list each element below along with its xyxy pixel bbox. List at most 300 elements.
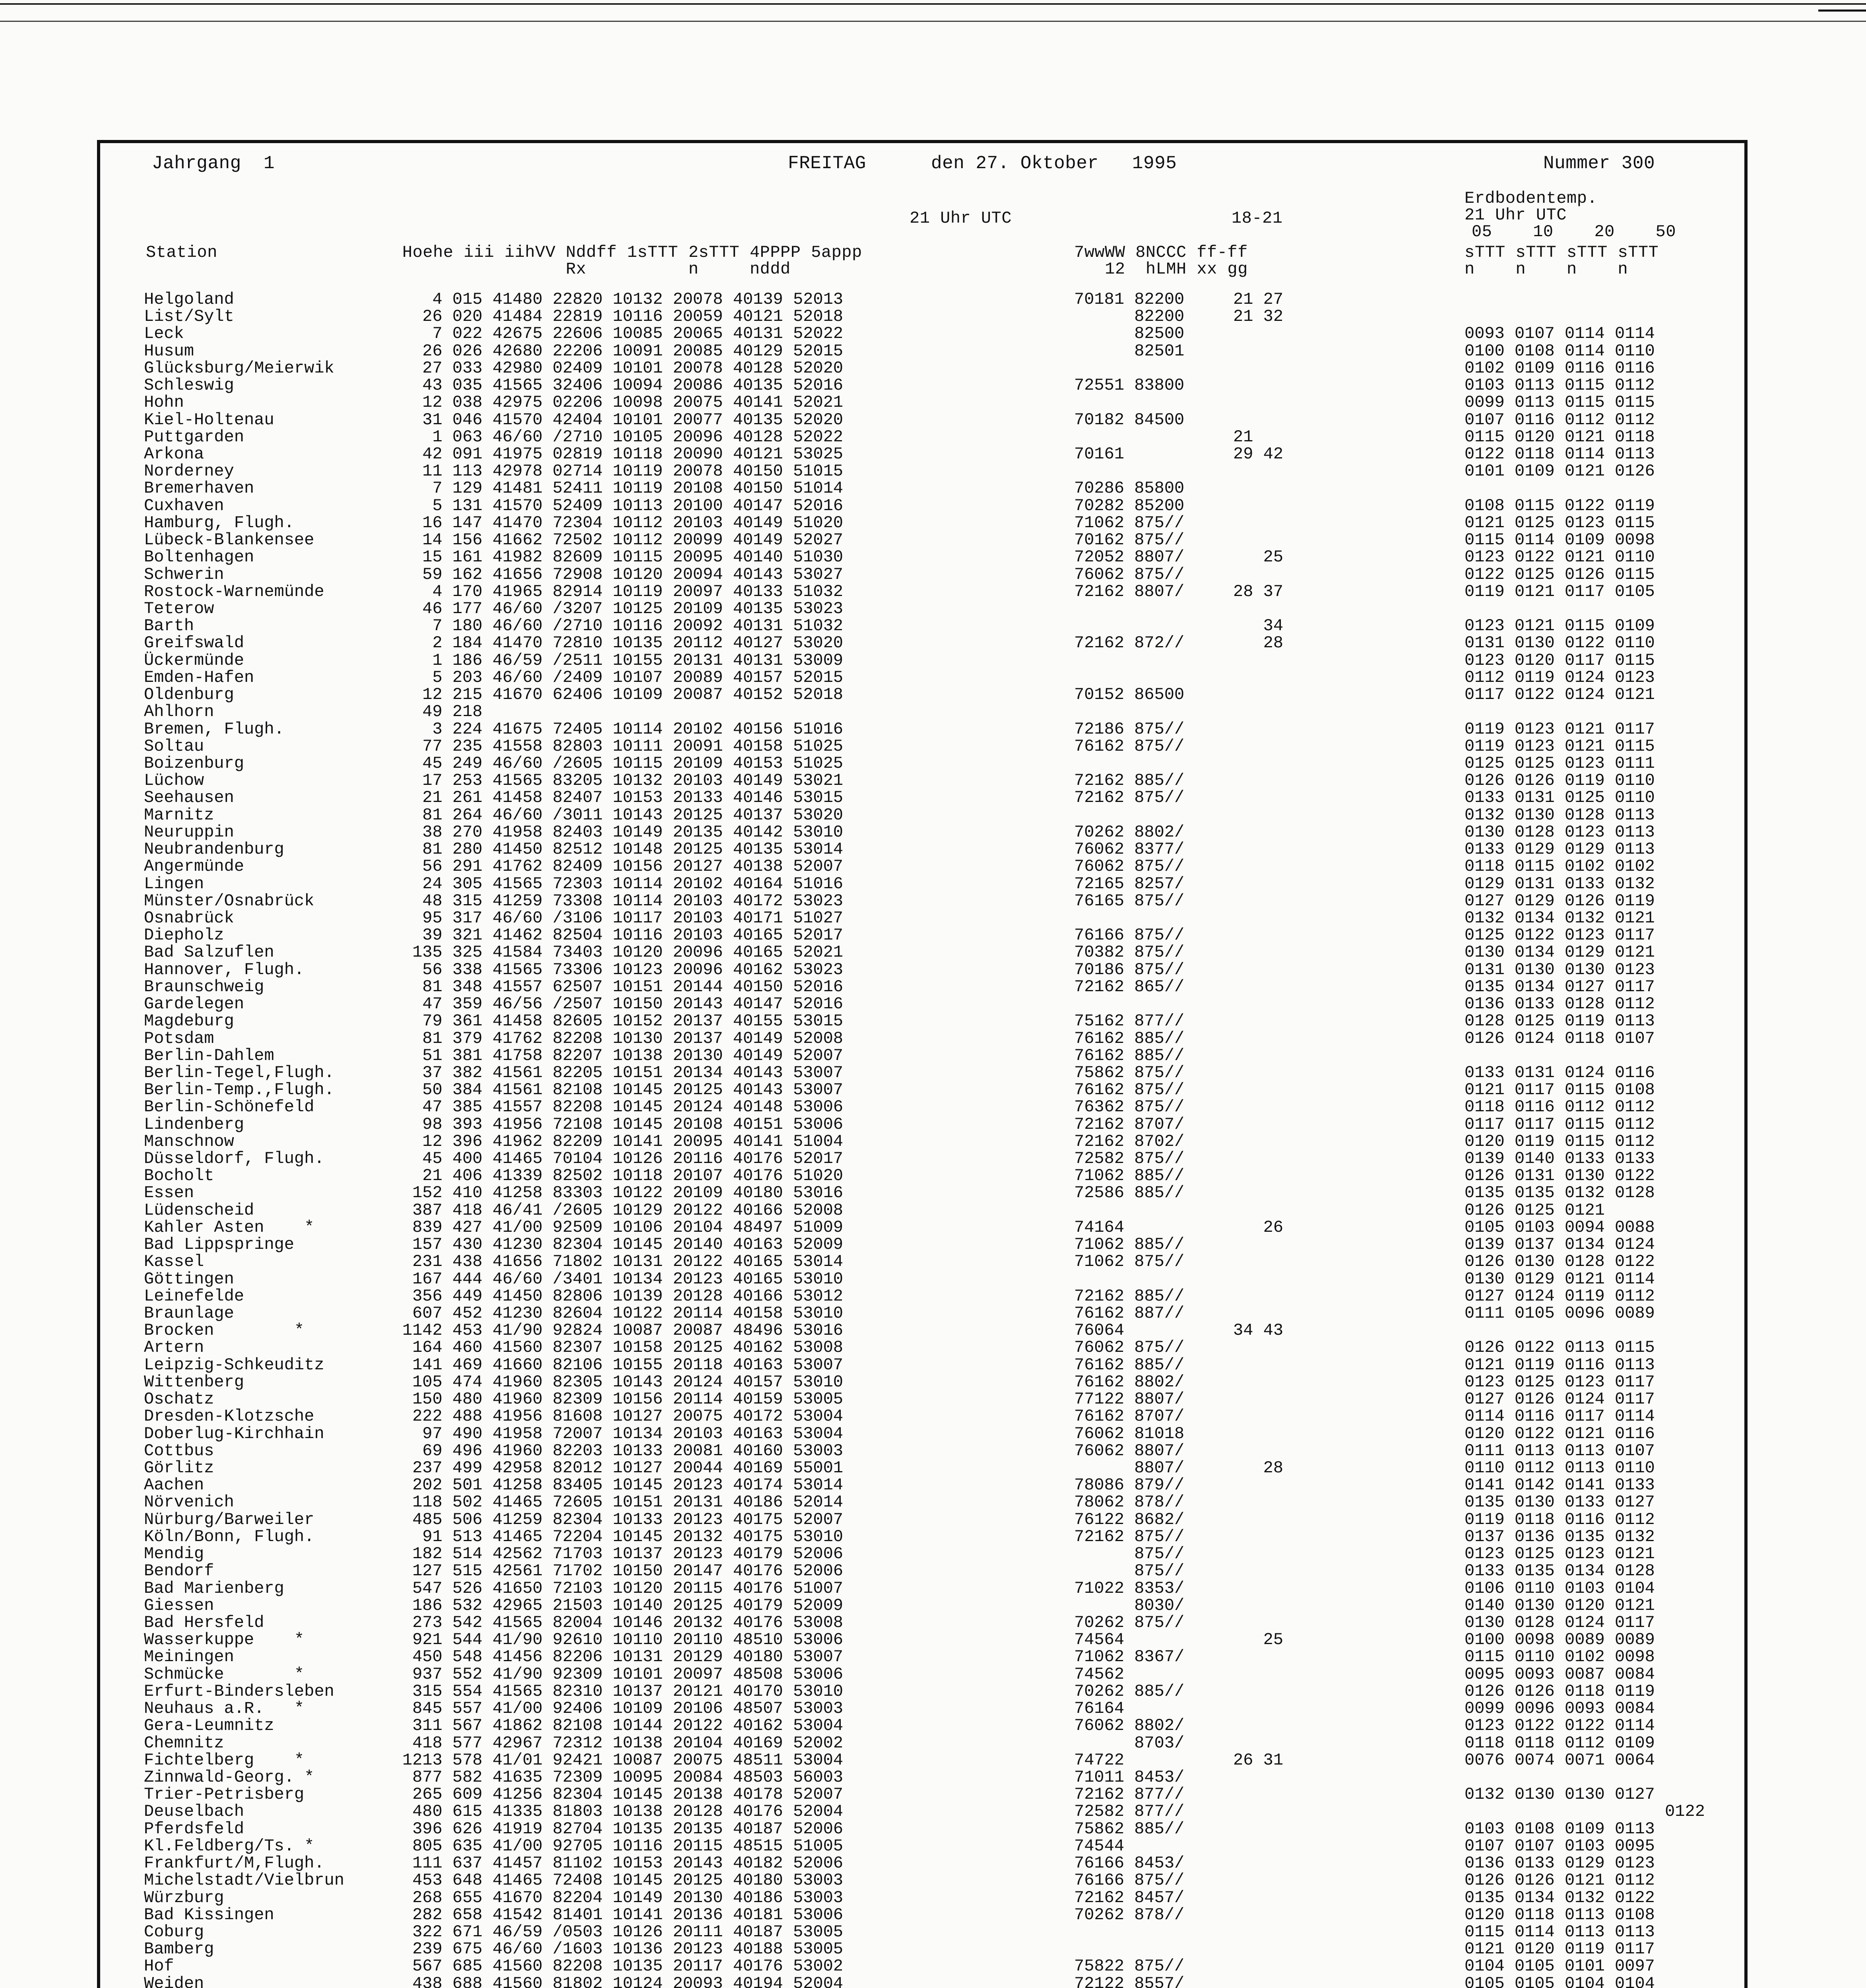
soil-temperatures: 0136 0133 0129 0123 [1464,1854,1655,1873]
weather-groups: 70282 85200 [1074,496,1185,515]
station-row [100,1803,1744,1820]
weather-groups: 76162 8802/ [1074,1372,1185,1392]
station-name: Lindenberg [144,1114,244,1134]
weather-groups: 70162 875// [1074,530,1185,550]
station-row [100,772,1744,789]
station-codes: 1213 578 41/01 92421 10087 20075 48511 53004 [402,1750,843,1770]
weather-groups: 72582 877// [1074,1802,1185,1821]
station-name: Berlin-Temp.,Flugh. [144,1080,334,1100]
station-codes: 453 648 41465 72408 10145 20125 40180 53003 [402,1871,843,1890]
station-name: Marnitz [144,805,214,825]
soil-temperatures: 0115 0114 0113 0113 [1464,1922,1655,1941]
station-name: Cottbus [144,1441,214,1460]
station-row [100,876,1744,893]
station-codes: 91 513 41465 72204 10145 20132 40175 53010 [402,1527,843,1546]
station-name: Boltenhagen [144,547,254,567]
station-codes: 141 469 41660 82106 10155 20118 40163 53007 [402,1355,843,1375]
station-codes: 48 315 41259 73308 10114 20103 40172 53023 [402,891,843,911]
station-row [100,1099,1744,1116]
station-codes: 81 264 46/60 /3011 10143 20125 40137 53020 [402,805,843,825]
station-row [100,1821,1744,1838]
station-name: List/Sylt [144,307,234,326]
soil-temperatures: 0108 0115 0122 0119 [1464,496,1655,515]
station-row [100,703,1744,720]
station-codes: 877 582 41635 72309 10095 20084 48503 56003 [402,1767,843,1787]
station-name: Lübeck-Blankensee [144,530,314,550]
wind-gusts: 25 [1233,1630,1284,1650]
station-codes: 14 156 41662 72502 10112 20099 40149 52027 [402,530,843,550]
station-codes: 15 161 41982 82609 10115 20095 40140 51030 [402,547,843,567]
station-name: Husum [144,341,194,361]
station-row [100,308,1744,325]
weather-groups: 71062 8367/ [1074,1647,1185,1667]
station-codes: 127 515 42561 71702 10150 20147 40176 52006 [402,1561,843,1581]
station-codes: 56 338 41565 73306 10123 20096 40162 53023 [402,960,843,979]
station-codes: 322 671 46/59 /0503 10126 20111 40187 53005 [402,1922,843,1941]
station-name: Greifswald [144,633,244,653]
soil-temperatures: 0122 0118 0114 0113 [1464,445,1655,464]
soil-temperatures: 0132 0130 0128 0113 [1464,805,1655,825]
weather-groups: 74164 [1074,1217,1125,1237]
station-row [100,343,1744,360]
weather-groups: 71022 8353/ [1074,1578,1185,1598]
weather-groups: 72162 8457/ [1074,1888,1185,1907]
station-codes: 7 180 46/60 /2710 10116 20092 40131 51032 [402,616,843,636]
station-codes: 1 063 46/60 /2710 10105 20096 40128 52022 [402,427,843,447]
station-codes: 47 359 46/56 /2507 10150 20143 40147 52016 [402,994,843,1013]
station-row [100,291,1744,308]
station-row [100,1597,1744,1614]
weather-groups: 8703/ [1074,1733,1185,1753]
weather-groups: 76166 8453/ [1074,1854,1185,1873]
station-name: Wittenberg [144,1372,244,1392]
soil-temperatures: 0141 0142 0141 0133 [1464,1475,1655,1495]
weather-groups: 70182 84500 [1074,410,1185,429]
weather-groups: 875// [1074,1561,1185,1581]
station-row [100,858,1744,875]
weather-groups: 72582 875// [1074,1149,1185,1168]
station-name: Angermünde [144,857,244,876]
station-row [100,1064,1744,1081]
soil-temperatures: 0101 0109 0121 0126 [1464,462,1655,481]
weather-groups: 75822 875// [1074,1957,1185,1976]
station-codes: 167 444 46/60 /3401 10134 20123 40165 53010 [402,1269,843,1289]
station-name: Doberlug-Kirchhain [144,1424,324,1443]
station-name: Leck [144,324,184,344]
weather-groups: 72162 877// [1074,1785,1185,1804]
soil-temperatures: 0106 0110 0103 0104 [1464,1578,1655,1598]
station-row [100,1271,1744,1288]
jahrgang-label: Jahrgang 1 [152,153,275,174]
weather-groups: 76062 8377/ [1074,840,1185,859]
weather-groups: 75862 875// [1074,1063,1185,1082]
weather-groups: 76164 [1074,1699,1125,1718]
soil-temperatures: 0123 0125 0123 0121 [1464,1544,1655,1564]
station-codes: 237 499 42958 82012 10127 20044 40169 55001 [402,1458,843,1477]
station-codes: 396 626 41919 82704 10135 20135 40187 52006 [402,1819,843,1839]
soil-temperatures: 0114 0116 0117 0114 [1464,1407,1655,1426]
soil-temperatures: 0122 [1464,1802,1705,1821]
weather-groups: 72122 8557/ [1074,1974,1185,1988]
soil-temperatures: 0117 0117 0115 0112 [1464,1114,1655,1134]
soil-temperatures: 0136 0133 0128 0112 [1464,994,1655,1013]
station-codes: 98 393 41956 72108 10145 20108 40151 53006 [402,1114,843,1134]
corner-mark [1818,1,1866,12]
weather-groups: 82501 [1074,341,1185,361]
station-codes: 5 203 46/60 /2409 10107 20089 40157 52015 [402,668,843,687]
station-row [100,1666,1744,1683]
station-row [100,549,1744,566]
station-codes: 222 488 41956 81608 10127 20075 40172 53004 [402,1407,843,1426]
bulletin-frame [97,140,1748,1988]
weather-groups: 76165 875// [1074,891,1185,911]
soil-temperatures: 0100 0108 0114 0110 [1464,341,1655,361]
station-name: Boizenburg [144,753,244,773]
soil-temperatures: 0118 0118 0112 0109 [1464,1733,1655,1753]
wind-gusts: 21 [1233,427,1253,447]
soil-temperatures: 0126 0126 0119 0110 [1464,771,1655,790]
weather-groups: 74562 [1074,1664,1125,1684]
station-codes: 50 384 41561 82108 10145 20125 40143 53007 [402,1080,843,1100]
soil-temperatures: 0127 0129 0126 0119 [1464,891,1655,911]
soil-temperatures: 0125 0125 0123 0111 [1464,753,1655,773]
weather-groups: 75862 885// [1074,1819,1185,1839]
soil-temperatures: 0118 0116 0112 0112 [1464,1097,1655,1117]
station-name: Frankfurt/M,Flugh. [144,1854,324,1873]
soil-temperatures: 0126 0125 0121 [1464,1200,1605,1220]
station-codes: 418 577 42967 72312 10138 20104 40169 52002 [402,1733,843,1753]
soil-temperatures: 0123 0125 0123 0117 [1464,1372,1655,1392]
station-row [100,412,1744,429]
soil-temperatures: 0076 0074 0071 0064 [1464,1750,1655,1770]
weather-groups: 70262 8802/ [1074,822,1185,842]
wind-gusts: 25 [1233,547,1284,567]
soil-column-subheader: n n n n [1464,260,1628,279]
weather-groups: 74564 [1074,1630,1125,1650]
station-name: Kahler Asten * [144,1217,314,1237]
station-row [100,807,1744,824]
soil-temperatures: 0119 0123 0121 0115 [1464,736,1655,756]
soil-temperatures: 0103 0113 0115 0112 [1464,376,1655,395]
station-codes: 1 186 46/59 /2511 10155 20131 40131 53009 [402,650,843,670]
weather-column-header: 7wwWW 8NCCC ff-ff [1074,243,1248,262]
station-name: Lüchow [144,771,204,790]
station-codes: 27 033 42980 02409 10101 20078 40128 52020 [402,358,843,378]
station-codes: 45 400 41465 70104 10126 20116 40176 52017 [402,1149,843,1168]
station-codes: 7 022 42675 22606 10085 20065 40131 52022 [402,324,843,344]
weather-groups: 72551 83800 [1074,376,1185,395]
station-row [100,1425,1744,1442]
code-column-subheader: Rx n nddd [402,260,791,279]
station-name: Erfurt-Bindersleben [144,1681,334,1701]
soil-temperatures: 0115 0110 0102 0098 [1464,1647,1655,1667]
soil-temperatures: 0126 0126 0118 0119 [1464,1681,1655,1701]
station-name: Magdeburg [144,1011,234,1031]
station-codes: 59 162 41656 72908 10120 20094 40143 53027 [402,565,843,584]
station-name: Pferdsfeld [144,1819,244,1839]
soil-depths: 05 10 20 50 [1472,222,1676,241]
soil-temperatures: 0099 0113 0115 0115 [1464,393,1655,412]
station-name: Lingen [144,874,204,893]
station-codes: 11 113 42978 02714 10119 20078 40150 51015 [402,462,843,481]
weather-groups: 78086 879// [1074,1475,1185,1495]
station-codes: 231 438 41656 71802 10131 20122 40165 53014 [402,1252,843,1272]
station-codes: 265 609 41256 82304 10145 20138 40178 52007 [402,1785,843,1804]
weather-groups: 74544 [1074,1836,1125,1856]
station-name: Zinnwald-Georg. * [144,1767,314,1787]
wind-gusts: 26 31 [1233,1750,1284,1770]
soil-temperatures: 0123 0121 0115 0109 [1464,616,1655,636]
station-name: Nörvenich [144,1493,234,1512]
station-name: Neuhaus a.R. * [144,1699,305,1718]
weather-groups: 70262 885// [1074,1681,1185,1701]
station-codes: 81 379 41762 82208 10130 20137 40149 52008 [402,1029,843,1048]
weather-groups: 74722 [1074,1750,1125,1770]
station-name: Lüdenscheid [144,1200,254,1220]
station-row [100,1442,1744,1460]
station-codes: 311 567 41862 82108 10144 20122 40162 53004 [402,1716,843,1736]
station-name: Diepholz [144,926,224,945]
station-row [100,1614,1744,1631]
station-row [100,377,1744,394]
weather-groups: 76162 887// [1074,1304,1185,1323]
weather-groups: 72162 8702/ [1074,1132,1185,1151]
station-row [100,497,1744,514]
weather-groups: 8030/ [1074,1596,1185,1615]
soil-temperatures: 0135 0134 0127 0117 [1464,977,1655,996]
weather-groups: 72162 8707/ [1074,1114,1185,1134]
station-name: Helgoland [144,290,234,309]
station-codes: 547 526 41650 72103 10120 20115 40176 51007 [402,1578,843,1598]
station-row [100,893,1744,910]
soil-temperatures: 0126 0124 0118 0107 [1464,1029,1655,1048]
weather-groups: 76062 8802/ [1074,1716,1185,1736]
wind-gusts: 28 [1233,633,1284,653]
soil-temperatures: 0120 0119 0115 0112 [1464,1132,1655,1151]
weather-groups: 76162 885// [1074,1355,1185,1375]
station-codes: 438 688 41560 81802 10124 20093 40194 52004 [402,1974,843,1988]
station-name: Gera-Leumnitz [144,1716,274,1736]
weather-groups: 72162 875// [1074,788,1185,808]
station-row [100,1184,1744,1202]
station-codes: 12 215 41670 62406 10109 20087 40152 52018 [402,685,843,705]
station-row [100,1889,1744,1906]
weather-groups: 76162 8707/ [1074,1407,1185,1426]
soil-temperatures: 0128 0125 0119 0113 [1464,1011,1655,1031]
station-codes: 282 658 41542 81401 10141 20136 40181 53006 [402,1905,843,1924]
station-name: Chemnitz [144,1733,224,1753]
station-codes: 268 655 41670 82204 10149 20130 40186 53003 [402,1888,843,1907]
station-codes: 105 474 41960 82305 10143 20124 40157 53010 [402,1372,843,1392]
station-codes: 26 026 42680 22206 10091 20085 40129 52015 [402,341,843,361]
station-row [100,532,1744,549]
station-row [100,1030,1744,1047]
station-name: Soltau [144,736,204,756]
soil-temperatures: 0121 0117 0115 0108 [1464,1080,1655,1100]
station-row [100,1941,1744,1958]
weather-groups: 72162 8807/ [1074,582,1185,601]
station-name: Arkona [144,445,204,464]
soil-temperatures: 0104 0105 0101 0097 [1464,1957,1655,1976]
soil-temperatures: 0120 0122 0121 0116 [1464,1424,1655,1443]
station-row [100,841,1744,858]
soil-temperatures: 0093 0107 0114 0114 [1464,324,1655,344]
weather-groups: 70262 878// [1074,1905,1185,1924]
soil-temperatures: 0110 0112 0113 0110 [1464,1458,1655,1477]
station-row [100,1460,1744,1477]
station-name: Deuselbach [144,1802,244,1821]
station-codes: 157 430 41230 82304 10145 20140 40163 52009 [402,1235,843,1254]
station-name: Artern [144,1338,204,1357]
soil-temperatures: 0135 0134 0132 0122 [1464,1888,1655,1907]
soil-temperatures: 0121 0120 0119 0117 [1464,1939,1655,1959]
soil-temperatures: 0137 0136 0135 0132 [1464,1527,1655,1546]
soil-temperatures: 0131 0130 0122 0110 [1464,633,1655,653]
weather-groups: 76062 875// [1074,565,1185,584]
station-row [100,1253,1744,1270]
soil-temperatures: 0107 0116 0112 0112 [1464,410,1655,429]
station-name: Bad Lippspringe [144,1235,295,1254]
station-name: Seehausen [144,788,234,808]
station-codes: 56 291 41762 82409 10156 20127 40138 52007 [402,857,843,876]
soil-temperatures: 0095 0093 0087 0084 [1464,1664,1655,1684]
station-row [100,910,1744,927]
scan-edge-line [0,21,1866,22]
station-codes: 273 542 41565 82004 10146 20132 40176 53008 [402,1613,843,1632]
station-codes: 3 224 41675 72405 10114 20102 40156 51016 [402,719,843,739]
station-row [100,1339,1744,1356]
station-codes: 1142 453 41/90 92824 10087 20087 48496 53016 [402,1321,843,1340]
soil-temp-title: Erdbodentemp. [1464,189,1598,208]
soil-temperatures: 0115 0120 0121 0118 [1464,427,1655,447]
station-row [100,686,1744,703]
station-name: Emden-Hafen [144,668,254,687]
soil-temperatures: 0107 0107 0103 0095 [1464,1836,1655,1856]
station-row [100,1357,1744,1374]
station-codes: 42 091 41975 02819 10118 20090 40121 53025 [402,445,843,464]
station-codes: 387 418 46/41 /2605 10129 20122 40166 52008 [402,1200,843,1220]
station-name: Puttgarden [144,427,244,447]
weather-groups: 72052 8807/ [1074,547,1185,567]
station-name: Köln/Bonn, Flugh. [144,1527,314,1546]
soil-temperatures: 0119 0118 0116 0112 [1464,1510,1655,1529]
station-codes: 38 270 41958 82403 10149 20135 40142 53010 [402,822,843,842]
soil-temperatures: 0129 0131 0133 0132 [1464,874,1655,893]
station-codes: 79 361 41458 82605 10152 20137 40155 53015 [402,1011,843,1031]
weather-groups: 71062 885// [1074,1235,1185,1254]
soil-temperatures: 0126 0131 0130 0122 [1464,1166,1655,1186]
station-row [100,1150,1744,1167]
station-row [100,463,1744,480]
station-row [100,446,1744,463]
station-name: Düsseldorf, Flugh. [144,1149,324,1168]
station-name: Hamburg, Flugh. [144,513,295,532]
station-row [100,961,1744,978]
station-row [100,1769,1744,1786]
station-codes: 43 035 41565 32406 10094 20086 40135 52016 [402,376,843,395]
station-codes: 485 506 41259 82304 10133 20123 40175 52007 [402,1510,843,1529]
station-codes: 202 501 41258 83405 10145 20123 40174 53014 [402,1475,843,1495]
soil-temperatures: 0125 0122 0123 0117 [1464,926,1655,945]
weather-groups: 72586 885// [1074,1183,1185,1203]
station-row [100,1958,1744,1975]
station-row [100,1838,1744,1855]
weather-groups: 71011 8453/ [1074,1767,1185,1787]
station-row [100,738,1744,755]
station-codes: 95 317 46/60 /3106 10117 20103 40171 51027 [402,908,843,928]
station-name: Aachen [144,1475,204,1495]
station-column-header: Station [146,243,217,262]
station-name: Bad Salzuflen [144,943,274,962]
station-codes: 45 249 46/60 /2605 10115 20109 40153 51025 [402,753,843,773]
station-codes: 845 557 41/00 92406 10109 20106 48507 53003 [402,1699,843,1718]
station-row [100,1752,1744,1769]
wind-period: 18-21 [1232,209,1283,228]
soil-temperatures: 0123 0122 0122 0114 [1464,1716,1655,1736]
soil-temperatures: 0123 0122 0121 0110 [1464,547,1655,567]
soil-temperatures: 0131 0130 0130 0123 [1464,960,1655,979]
station-codes: 49 218 [402,702,483,722]
station-row [100,1924,1744,1941]
weather-groups: 72162 872// [1074,633,1185,653]
station-codes: 31 046 41570 42404 10101 20077 40135 52020 [402,410,843,429]
station-name: Berlin-Dahlem [144,1046,274,1065]
station-row [100,1477,1744,1494]
station-row [100,755,1744,772]
weather-groups: 72162 875// [1074,1527,1185,1546]
station-name: Leinefelde [144,1286,244,1306]
soil-temperatures: 0119 0123 0121 0117 [1464,719,1655,739]
station-row [100,1305,1744,1322]
station-row [100,1563,1744,1580]
observation-time: 21 Uhr UTC [910,209,1012,228]
station-row [100,1872,1744,1889]
weather-groups: 76166 875// [1074,926,1185,945]
weather-groups: 77122 8807/ [1074,1390,1185,1409]
soil-temperatures: 0111 0105 0096 0089 [1464,1304,1655,1323]
soil-temperatures: 0126 0130 0128 0122 [1464,1252,1655,1272]
station-row [100,978,1744,996]
weather-groups: 76162 885// [1074,1046,1185,1065]
station-codes: 17 253 41565 83205 10132 20103 40149 53021 [402,771,843,790]
soil-temperatures: 0118 0115 0102 0102 [1464,857,1655,876]
station-codes: 4 015 41480 22820 10132 20078 40139 52013 [402,290,843,309]
station-row [100,824,1744,841]
station-codes: 16 147 41470 72304 10112 20103 40149 51020 [402,513,843,532]
code-column-header: Hoehe iii iihVV Nddff 1sTTT 2sTTT 4PPPP 5appp [402,243,862,262]
weather-groups: 70181 82200 [1074,290,1185,309]
station-codes: 607 452 41230 82604 10122 20114 40158 53010 [402,1304,843,1323]
station-name: Cuxhaven [144,496,224,515]
weather-groups: 8807/ [1074,1458,1185,1477]
station-name: Bremen, Flugh. [144,719,284,739]
station-codes: 7 129 41481 52411 10119 20108 40150 51014 [402,479,843,498]
station-row [100,1202,1744,1219]
weather-groups: 76064 [1074,1321,1125,1340]
station-name: Weiden [144,1974,204,1988]
station-row [100,944,1744,961]
station-row [100,635,1744,652]
station-codes: 152 410 41258 83303 10122 20109 40180 53016 [402,1183,843,1203]
weather-groups: 78062 878// [1074,1493,1185,1512]
soil-temperatures: 0115 0114 0109 0098 [1464,530,1655,550]
soil-temperatures: 0120 0118 0113 0108 [1464,1905,1655,1924]
station-codes: 26 020 41484 22819 10116 20059 40121 52018 [402,307,843,326]
soil-temperatures: 0099 0096 0093 0084 [1464,1699,1655,1718]
weather-groups: 70186 875// [1074,960,1185,979]
station-codes: 69 496 41960 82203 10133 20081 40160 53003 [402,1441,843,1460]
soil-temperatures: 0123 0120 0117 0115 [1464,650,1655,670]
